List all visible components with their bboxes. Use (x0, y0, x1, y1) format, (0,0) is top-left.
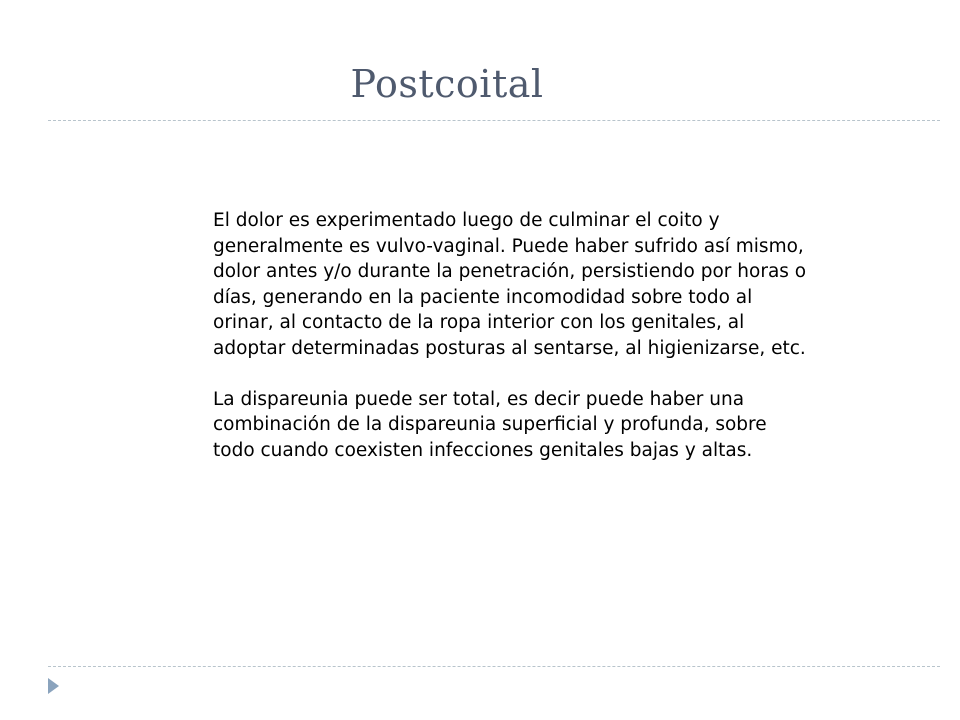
title-divider (48, 120, 940, 121)
footer-divider (48, 666, 940, 667)
slide-title: Postcoital (350, 62, 544, 106)
play-arrow-icon (48, 678, 59, 694)
slide-body (213, 208, 813, 488)
body-paragraph: La dispareunia puede ser total, es decir puede haber una combinación de la dispareunia superficial y profunda, sobre todo cuando coexisten infecciones genitales bajas y altas. (213, 388, 767, 461)
body-paragraph: El dolor es experimentado luego de culminar el coito y generalmente es vulvo-vaginal. Puede haber sufrido así mismo, dolor antes y/o durante la penetración, persistiendo por horas o días, generando en la paciente incomodidad sobre todo al orinar, al contacto de la ropa interior con los genitales, al adoptar determinadas posturas al sentarse, al higienizarse, etc. (213, 210, 807, 359)
